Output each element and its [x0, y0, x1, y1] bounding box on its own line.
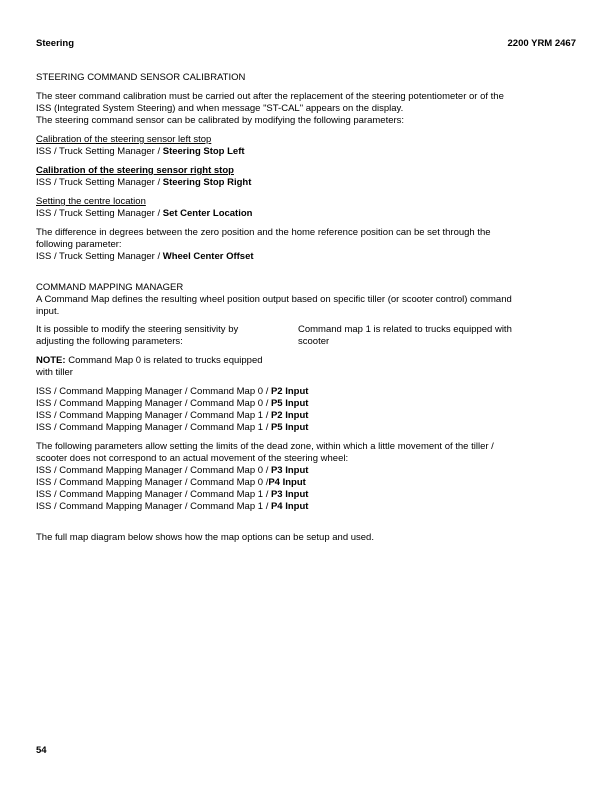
- left-stop-block: [36, 134, 546, 158]
- intro-line: A Command Map defines the resulting wheel position output based on specific tiller (or scooter control) command: [36, 294, 512, 305]
- page-content: [36, 72, 546, 544]
- param-path: ISS / Command Mapping Manager / Command Map 1 /: [36, 422, 271, 433]
- param-name: P5 Input: [270, 422, 309, 433]
- param-path: ISS / Command Mapping Manager / Command Map 1 /: [36, 501, 271, 512]
- sensitivity-text: [36, 324, 286, 348]
- param-name: Steering Stop Left: [162, 146, 245, 157]
- offset-desc-line: The difference in degrees between the zero position and the home reference position can be set through the: [36, 227, 491, 238]
- param-name: P4 Input: [270, 501, 309, 512]
- note-text: with tiller: [36, 367, 73, 378]
- right-stop-block: [36, 165, 546, 189]
- param-path: ISS / Command Mapping Manager / Command Map 0 /: [36, 465, 271, 476]
- header-section-title: Steering: [36, 38, 75, 49]
- param-path: ISS / Command Mapping Manager / Command Map 0 /: [36, 398, 271, 409]
- intro-line: The steering command sensor can be calibrated by modifying the following parameters:: [36, 115, 405, 126]
- param-name: P4 Input: [268, 477, 306, 488]
- offset-block: [36, 227, 546, 263]
- right-stop-title: Calibration of the steering sensor right stop: [36, 165, 234, 176]
- offset-desc-line: following parameter:: [36, 239, 122, 250]
- text-line: Command map 1 is related to trucks equipped with: [298, 324, 512, 335]
- note: [36, 355, 286, 379]
- mapping-intro: [36, 294, 546, 318]
- param-name: P3 Input: [270, 465, 309, 476]
- centre-block: [36, 196, 546, 220]
- page-header: [36, 38, 576, 52]
- param-path: ISS / Command Mapping Manager / Command Map 0 /: [36, 477, 269, 488]
- document-page: [36, 0, 576, 792]
- left-stop-title: Calibration of the steering sensor left stop: [36, 134, 212, 145]
- note-text: Command Map 0 is related to trucks equipped: [65, 355, 263, 366]
- intro-line: The steer command calibration must be carried out after the replacement of the steering potentiometer or of the: [36, 91, 504, 102]
- dead-desc-line: scooter does not correspond to an actual movement of the steering wheel:: [36, 453, 349, 464]
- text-line: It is possible to modify the steering sensitivity by: [36, 324, 239, 335]
- param-name: P5 Input: [270, 398, 309, 409]
- param-path: ISS / Truck Setting Manager /: [36, 251, 163, 262]
- param-path: ISS / Truck Setting Manager /: [36, 177, 163, 188]
- text-line: adjusting the following parameters:: [36, 336, 183, 347]
- page-number: 54: [36, 745, 47, 756]
- centre-title: Setting the centre location: [36, 196, 146, 207]
- param-path: ISS / Command Mapping Manager / Command Map 1 /: [36, 489, 271, 500]
- dead-desc-line: The following parameters allow setting the limits of the dead zone, within which a little movement of the tiller /: [36, 441, 494, 452]
- param-name: Set Center Location: [162, 208, 253, 219]
- intro-line: input.: [36, 306, 60, 317]
- param-name: P2 Input: [270, 386, 309, 397]
- param-path: ISS / Truck Setting Manager /: [36, 208, 163, 219]
- sensitivity-params: [36, 386, 546, 434]
- param-name: P3 Input: [270, 489, 309, 500]
- param-path: ISS / Command Mapping Manager / Command Map 0 /: [36, 386, 271, 397]
- param-name: Steering Stop Right: [162, 177, 252, 188]
- param-name: P2 Input: [270, 410, 309, 421]
- text-line: scooter: [298, 336, 330, 347]
- command-map-1-text: [298, 324, 546, 348]
- closing-text: The full map diagram below shows how the map options can be setup and used.: [36, 532, 374, 543]
- intro-line: ISS (Integrated System Steering) and when message "ST-CAL" appears on the display.: [36, 103, 404, 114]
- dead-zone-block: [36, 441, 546, 513]
- mapping-heading: COMMAND MAPPING MANAGER: [36, 282, 184, 293]
- calibration-heading: STEERING COMMAND SENSOR CALIBRATION: [36, 72, 246, 83]
- calibration-intro: [36, 91, 546, 127]
- note-label: NOTE:: [36, 355, 66, 366]
- header-document-code: 2200 YRM 2467: [507, 38, 576, 49]
- param-path: ISS / Truck Setting Manager /: [36, 146, 163, 157]
- param-path: ISS / Command Mapping Manager / Command Map 1 /: [36, 410, 271, 421]
- param-name: Wheel Center Offset: [162, 251, 254, 262]
- sensitivity-columns: [36, 324, 546, 350]
